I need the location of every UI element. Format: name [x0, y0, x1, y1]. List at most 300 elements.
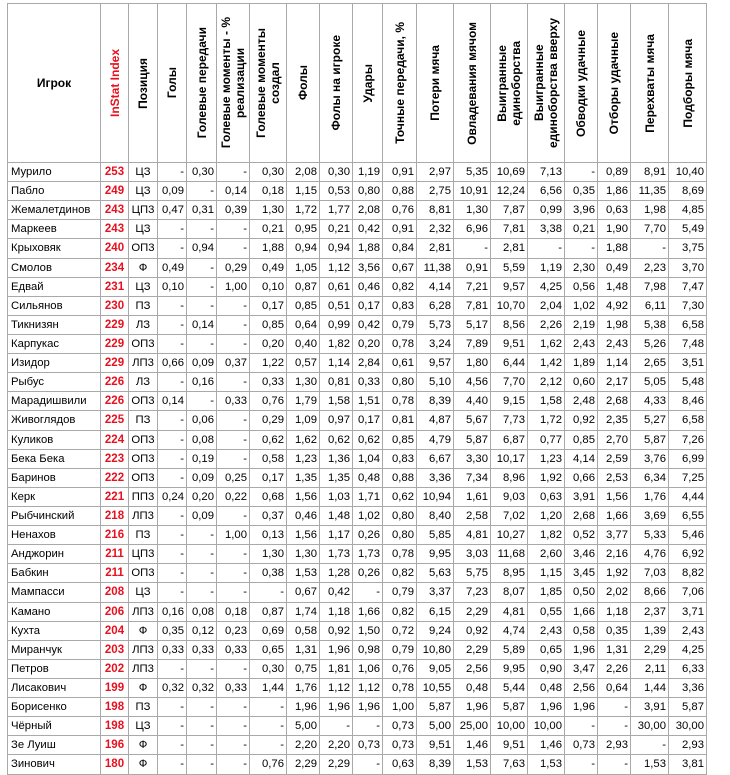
- shots-cell: -: [353, 583, 383, 602]
- ball-recoveries-cell: 0,48: [454, 678, 491, 697]
- table-row[interactable]: [8, 430, 707, 449]
- fouls-suffered-cell: 0,42: [320, 583, 353, 602]
- pass-accuracy-cell: 0,88: [383, 182, 417, 201]
- loose-ball-pickups-cell: 2,43: [669, 621, 707, 640]
- header-label: Голы: [165, 67, 179, 99]
- tackles-cell: 1,56: [598, 487, 631, 506]
- dribbles-cell: 1,02: [565, 296, 598, 315]
- ball-losses-cell: 9,51: [417, 736, 454, 755]
- chances-created-cell: 0,87: [250, 602, 287, 621]
- shots-cell: 1,51: [353, 392, 383, 411]
- table-row[interactable]: [8, 373, 707, 392]
- ball-recoveries-cell: 4,40: [454, 392, 491, 411]
- loose-ball-pickups-cell: 5,49: [669, 220, 707, 239]
- interceptions-cell: 5,26: [631, 334, 669, 353]
- tackles-cell: 4,92: [598, 296, 631, 315]
- position-cell: ОП3: [129, 564, 158, 583]
- fouls-suffered-cell: 0,61: [320, 277, 353, 296]
- aerial-duels-won-cell: 1,15: [528, 564, 565, 583]
- chance-conversion-cell: 0,33: [217, 678, 250, 697]
- shots-cell: 2,84: [353, 354, 383, 373]
- goals-cell: 0,33: [158, 640, 187, 659]
- player-name-cell: Баринов: [8, 468, 101, 487]
- instat-index-cell: 211: [101, 564, 129, 583]
- chances-created-cell: 1,30: [250, 545, 287, 564]
- chance-conversion-cell: -: [217, 583, 250, 602]
- dribbles-cell: 2,48: [565, 392, 598, 411]
- ball-losses-cell: 3,36: [417, 468, 454, 487]
- table-row[interactable]: [8, 564, 707, 583]
- aerial-duels-won-cell: 0,63: [528, 487, 565, 506]
- player-name-cell: Мампасси: [8, 583, 101, 602]
- player-name-cell: Смолов: [8, 258, 101, 277]
- tackles-cell: 0,49: [598, 258, 631, 277]
- shots-cell: 1,71: [353, 487, 383, 506]
- goals-cell: 0,16: [158, 602, 187, 621]
- table-row[interactable]: [8, 640, 707, 659]
- fouls-suffered-cell: 1,73: [320, 545, 353, 564]
- table-row[interactable]: [8, 717, 707, 736]
- aerial-duels-won-cell: 0,90: [528, 659, 565, 678]
- chance-conversion-cell: -: [217, 659, 250, 678]
- table-row[interactable]: [8, 736, 707, 755]
- instat-index-cell: 196: [101, 736, 129, 755]
- header-duels-won[interactable]: [491, 4, 528, 163]
- pass-accuracy-cell: 0,81: [383, 411, 417, 430]
- assists-cell: -: [187, 545, 217, 564]
- fouls-suffered-cell: 2,29: [320, 755, 353, 774]
- assists-cell: 0,32: [187, 678, 217, 697]
- interceptions-cell: 1,53: [631, 755, 669, 774]
- instat-index-cell: 229: [101, 334, 129, 353]
- loose-ball-pickups-cell: 6,99: [669, 449, 707, 468]
- interceptions-cell: 8,66: [631, 583, 669, 602]
- position-cell: ЛЗ: [129, 315, 158, 334]
- assists-cell: 0,19: [187, 449, 217, 468]
- fouls-cell: 0,67: [287, 583, 320, 602]
- table-row[interactable]: [8, 698, 707, 717]
- goals-cell: -: [158, 506, 187, 525]
- instat-index-cell: 230: [101, 296, 129, 315]
- tackles-cell: 0,89: [598, 163, 631, 182]
- ball-losses-cell: 10,94: [417, 487, 454, 506]
- duels-won-cell: 7,73: [491, 411, 528, 430]
- fouls-suffered-cell: 0,30: [320, 163, 353, 182]
- table-row[interactable]: [8, 239, 707, 258]
- shots-cell: 3,56: [353, 258, 383, 277]
- chance-conversion-cell: -: [217, 315, 250, 334]
- header-position[interactable]: [129, 4, 158, 163]
- shots-cell: 0,26: [353, 564, 383, 583]
- goals-cell: -: [158, 736, 187, 755]
- table-row[interactable]: [8, 334, 707, 353]
- ball-losses-cell: 5,00: [417, 717, 454, 736]
- loose-ball-pickups-cell: 7,48: [669, 334, 707, 353]
- position-cell: ОП3: [129, 392, 158, 411]
- loose-ball-pickups-cell: 3,71: [669, 602, 707, 621]
- header-player[interactable]: Игрок: [8, 4, 101, 163]
- header-tackles[interactable]: [598, 4, 631, 163]
- player-name-cell: Рыбус: [8, 373, 101, 392]
- assists-cell: -: [187, 698, 217, 717]
- tackles-cell: 3,77: [598, 526, 631, 545]
- assists-cell: 0,08: [187, 430, 217, 449]
- assists-cell: -: [187, 334, 217, 353]
- dribbles-cell: 0,60: [565, 373, 598, 392]
- chances-created-cell: 0,20: [250, 334, 287, 353]
- pass-accuracy-cell: 0,72: [383, 621, 417, 640]
- aerial-duels-won-cell: -: [528, 239, 565, 258]
- position-cell: ОП3: [129, 430, 158, 449]
- chance-conversion-cell: -: [217, 220, 250, 239]
- position-cell: ПЗ: [129, 698, 158, 717]
- dribbles-cell: 2,19: [565, 315, 598, 334]
- goals-cell: 0,24: [158, 487, 187, 506]
- ball-recoveries-cell: 1,30: [454, 201, 491, 220]
- ball-losses-cell: 2,75: [417, 182, 454, 201]
- header-label: Голевые моменты создал: [254, 28, 282, 138]
- position-cell: ЛЗ: [129, 373, 158, 392]
- header-label: Подборы мяча: [680, 38, 695, 128]
- aerial-duels-won-cell: 1,42: [528, 354, 565, 373]
- ball-losses-cell: 5,10: [417, 373, 454, 392]
- ball-recoveries-cell: 7,21: [454, 277, 491, 296]
- fouls-cell: 0,94: [287, 239, 320, 258]
- pass-accuracy-cell: 0,82: [383, 564, 417, 583]
- ball-losses-cell: 3,24: [417, 334, 454, 353]
- header-interceptions[interactable]: [631, 4, 669, 163]
- fouls-cell: 1,35: [287, 468, 320, 487]
- player-name-cell: Пабло: [8, 182, 101, 201]
- dribbles-cell: 0,66: [565, 468, 598, 487]
- shots-cell: 0,42: [353, 315, 383, 334]
- interceptions-cell: 6,34: [631, 468, 669, 487]
- fouls-cell: 1,53: [287, 564, 320, 583]
- duels-won-cell: 5,87: [491, 698, 528, 717]
- goals-cell: -: [158, 526, 187, 545]
- ball-recoveries-cell: 5,87: [454, 430, 491, 449]
- pass-accuracy-cell: 0,79: [383, 315, 417, 334]
- instat-index-cell: 223: [101, 449, 129, 468]
- chances-created-cell: 0,69: [250, 621, 287, 640]
- interceptions-cell: 4,76: [631, 545, 669, 564]
- tackles-cell: 1,98: [598, 315, 631, 334]
- position-cell: Ф: [129, 678, 158, 697]
- ball-losses-cell: 5,73: [417, 315, 454, 334]
- header-pass-accuracy[interactable]: [383, 4, 417, 163]
- table-row[interactable]: [8, 621, 707, 640]
- pass-accuracy-cell: 0,84: [383, 239, 417, 258]
- player-name-cell: Бека Бека: [8, 449, 101, 468]
- fouls-cell: 1,56: [287, 526, 320, 545]
- loose-ball-pickups-cell: 10,40: [669, 163, 707, 182]
- duels-won-cell: 6,87: [491, 430, 528, 449]
- fouls-suffered-cell: 1,28: [320, 564, 353, 583]
- chances-created-cell: 0,10: [250, 277, 287, 296]
- header-aerial-duels-won[interactable]: [528, 4, 565, 163]
- fouls-cell: 1,15: [287, 182, 320, 201]
- loose-ball-pickups-cell: 4,85: [669, 201, 707, 220]
- goals-cell: 0,47: [158, 201, 187, 220]
- duels-won-cell: 5,44: [491, 678, 528, 697]
- table-row[interactable]: [8, 506, 707, 525]
- position-cell: ЦП3: [129, 201, 158, 220]
- goals-cell: 0,32: [158, 678, 187, 697]
- instat-index-cell: 243: [101, 220, 129, 239]
- table-row[interactable]: [8, 659, 707, 678]
- table-row[interactable]: [8, 487, 707, 506]
- chance-conversion-cell: 1,00: [217, 277, 250, 296]
- table-row[interactable]: [8, 755, 707, 774]
- assists-cell: 0,09: [187, 506, 217, 525]
- duels-won-cell: 9,15: [491, 392, 528, 411]
- table-row[interactable]: [8, 392, 707, 411]
- header-fouls-suffered[interactable]: [320, 4, 353, 163]
- chance-conversion-cell: -: [217, 698, 250, 717]
- header-instat-index[interactable]: [101, 4, 129, 163]
- instat-index-cell: 253: [101, 163, 129, 182]
- chance-conversion-cell: -: [217, 163, 250, 182]
- tackles-cell: 1,48: [598, 277, 631, 296]
- table-row[interactable]: [8, 602, 707, 621]
- table-row[interactable]: [8, 354, 707, 373]
- fouls-suffered-cell: 1,35: [320, 468, 353, 487]
- player-name-cell: Борисенко: [8, 698, 101, 717]
- chances-created-cell: 0,85: [250, 315, 287, 334]
- player-name-cell: Карпукас: [8, 334, 101, 353]
- header-fouls[interactable]: [287, 4, 320, 163]
- aerial-duels-won-cell: 2,43: [528, 621, 565, 640]
- instat-index-cell: 229: [101, 354, 129, 373]
- duels-won-cell: 10,17: [491, 449, 528, 468]
- shots-cell: 1,02: [353, 506, 383, 525]
- chance-conversion-cell: -: [217, 545, 250, 564]
- ball-losses-cell: 6,28: [417, 296, 454, 315]
- dribbles-cell: 3,45: [565, 564, 598, 583]
- duels-won-cell: 8,96: [491, 468, 528, 487]
- shots-cell: 1,50: [353, 621, 383, 640]
- fouls-suffered-cell: -: [320, 717, 353, 736]
- fouls-cell: 1,30: [287, 545, 320, 564]
- fouls-suffered-cell: 1,03: [320, 487, 353, 506]
- position-cell: Ф: [129, 755, 158, 774]
- position-cell: ЛП3: [129, 602, 158, 621]
- aerial-duels-won-cell: 0,48: [528, 678, 565, 697]
- instat-index-cell: 234: [101, 258, 129, 277]
- ball-losses-cell: 2,97: [417, 163, 454, 182]
- aerial-duels-won-cell: 1,23: [528, 449, 565, 468]
- duels-won-cell: 9,51: [491, 736, 528, 755]
- player-name-cell: Марадишвили: [8, 392, 101, 411]
- table-row[interactable]: [8, 182, 707, 201]
- tackles-cell: 1,92: [598, 564, 631, 583]
- fouls-cell: 0,75: [287, 659, 320, 678]
- fouls-cell: 1,79: [287, 392, 320, 411]
- assists-cell: -: [187, 659, 217, 678]
- shots-cell: 0,46: [353, 277, 383, 296]
- aerial-duels-won-cell: 1,85: [528, 583, 565, 602]
- pass-accuracy-cell: 0,62: [383, 487, 417, 506]
- ball-recoveries-cell: 2,58: [454, 506, 491, 525]
- instat-index-cell: 199: [101, 678, 129, 697]
- duels-won-cell: 12,24: [491, 182, 528, 201]
- tackles-cell: 1,66: [598, 506, 631, 525]
- dribbles-cell: 0,21: [565, 220, 598, 239]
- ball-losses-cell: 8,39: [417, 392, 454, 411]
- chances-created-cell: 0,33: [250, 373, 287, 392]
- aerial-duels-won-cell: 1,82: [528, 526, 565, 545]
- position-cell: Ф: [129, 621, 158, 640]
- assists-cell: 0,08: [187, 602, 217, 621]
- ball-recoveries-cell: 7,34: [454, 468, 491, 487]
- table-row[interactable]: [8, 163, 707, 182]
- ball-recoveries-cell: 25,00: [454, 717, 491, 736]
- fouls-cell: 5,00: [287, 717, 320, 736]
- player-stats-table: [7, 3, 707, 775]
- pass-accuracy-cell: 0,79: [383, 640, 417, 659]
- shots-cell: 1,12: [353, 678, 383, 697]
- loose-ball-pickups-cell: 3,70: [669, 258, 707, 277]
- dribbles-cell: 4,14: [565, 449, 598, 468]
- header-label: InStat Index: [107, 48, 122, 117]
- table-row[interactable]: [8, 468, 707, 487]
- fouls-cell: 1,56: [287, 487, 320, 506]
- interceptions-cell: 2,23: [631, 258, 669, 277]
- dribbles-cell: 2,43: [565, 334, 598, 353]
- tackles-cell: -: [598, 717, 631, 736]
- chances-created-cell: 0,38: [250, 564, 287, 583]
- loose-ball-pickups-cell: 7,06: [669, 583, 707, 602]
- ball-losses-cell: 9,05: [417, 659, 454, 678]
- fouls-suffered-cell: 0,53: [320, 182, 353, 201]
- header-assists[interactable]: [187, 4, 217, 163]
- goals-cell: -: [158, 449, 187, 468]
- shots-cell: 1,06: [353, 659, 383, 678]
- goals-cell: -: [158, 220, 187, 239]
- tackles-cell: -: [598, 755, 631, 774]
- pass-accuracy-cell: 0,67: [383, 258, 417, 277]
- dribbles-cell: 0,58: [565, 621, 598, 640]
- table-row[interactable]: [8, 220, 707, 239]
- duels-won-cell: 7,70: [491, 373, 528, 392]
- ball-recoveries-cell: 4,56: [454, 373, 491, 392]
- tackles-cell: 0,63: [598, 201, 631, 220]
- chance-conversion-cell: -: [217, 430, 250, 449]
- instat-index-cell: 225: [101, 411, 129, 430]
- header-chances-created[interactable]: [250, 4, 287, 163]
- tackles-cell: 2,68: [598, 392, 631, 411]
- assists-cell: -: [187, 755, 217, 774]
- chances-created-cell: 1,88: [250, 239, 287, 258]
- header-label: Потери мяча: [428, 45, 442, 121]
- duels-won-cell: 7,02: [491, 506, 528, 525]
- aerial-duels-won-cell: 0,65: [528, 640, 565, 659]
- player-name-cell: Лисакович: [8, 678, 101, 697]
- instat-index-cell: 216: [101, 526, 129, 545]
- chances-created-cell: 0,76: [250, 392, 287, 411]
- loose-ball-pickups-cell: 4,25: [669, 640, 707, 659]
- table-row[interactable]: [8, 201, 707, 220]
- table-row[interactable]: [8, 545, 707, 564]
- chance-conversion-cell: 0,29: [217, 258, 250, 277]
- instat-index-cell: 226: [101, 373, 129, 392]
- instat-index-cell: 226: [101, 392, 129, 411]
- table-row[interactable]: [8, 296, 707, 315]
- aerial-duels-won-cell: 1,62: [528, 334, 565, 353]
- goals-cell: -: [158, 755, 187, 774]
- aerial-duels-won-cell: 2,04: [528, 296, 565, 315]
- loose-ball-pickups-cell: 30,00: [669, 717, 707, 736]
- chances-created-cell: 0,17: [250, 296, 287, 315]
- table-row[interactable]: [8, 315, 707, 334]
- interceptions-cell: 2,65: [631, 354, 669, 373]
- header-ball-recoveries[interactable]: [454, 4, 491, 163]
- header-loose-ball-pickups[interactable]: [669, 4, 707, 163]
- ball-losses-cell: 8,39: [417, 755, 454, 774]
- table-row[interactable]: [8, 277, 707, 296]
- loose-ball-pickups-cell: 2,93: [669, 736, 707, 755]
- fouls-cell: 1,23: [287, 449, 320, 468]
- pass-accuracy-cell: 0,78: [383, 545, 417, 564]
- header-ball-losses[interactable]: [417, 4, 454, 163]
- ball-recoveries-cell: 1,61: [454, 487, 491, 506]
- position-cell: ОП3: [129, 449, 158, 468]
- interceptions-cell: 8,91: [631, 163, 669, 182]
- table-row[interactable]: [8, 526, 707, 545]
- ball-recoveries-cell: 10,91: [454, 182, 491, 201]
- aerial-duels-won-cell: 1,19: [528, 258, 565, 277]
- header-chance-conversion[interactable]: [217, 4, 250, 163]
- chance-conversion-cell: 0,25: [217, 468, 250, 487]
- header-dribbles[interactable]: [565, 4, 598, 163]
- fouls-cell: 0,40: [287, 334, 320, 353]
- table-row[interactable]: [8, 258, 707, 277]
- assists-cell: -: [187, 583, 217, 602]
- pass-accuracy-cell: 1,00: [383, 698, 417, 717]
- dribbles-cell: -: [565, 755, 598, 774]
- header-label: Овладевания мячом: [465, 21, 479, 145]
- loose-ball-pickups-cell: 3,75: [669, 239, 707, 258]
- goals-cell: -: [158, 373, 187, 392]
- ball-losses-cell: 2,81: [417, 239, 454, 258]
- loose-ball-pickups-cell: 7,25: [669, 468, 707, 487]
- header-shots[interactable]: [353, 4, 383, 163]
- aerial-duels-won-cell: 0,77: [528, 430, 565, 449]
- interceptions-cell: 2,11: [631, 659, 669, 678]
- interceptions-cell: 3,69: [631, 506, 669, 525]
- position-cell: ЛП3: [129, 506, 158, 525]
- fouls-suffered-cell: 1,18: [320, 602, 353, 621]
- table-row[interactable]: [8, 583, 707, 602]
- chance-conversion-cell: 0,39: [217, 201, 250, 220]
- table-row[interactable]: [8, 678, 707, 697]
- chance-conversion-cell: -: [217, 296, 250, 315]
- player-name-cell: Петров: [8, 659, 101, 678]
- chance-conversion-cell: 0,22: [217, 487, 250, 506]
- duels-won-cell: 4,81: [491, 602, 528, 621]
- table-row[interactable]: [8, 449, 707, 468]
- instat-index-cell: 198: [101, 698, 129, 717]
- chances-created-cell: -: [250, 736, 287, 755]
- dribbles-cell: 0,73: [565, 736, 598, 755]
- dribbles-cell: 1,96: [565, 640, 598, 659]
- assists-cell: -: [187, 564, 217, 583]
- table-row[interactable]: [8, 411, 707, 430]
- instat-index-cell: 243: [101, 201, 129, 220]
- header-goals[interactable]: [158, 4, 187, 163]
- interceptions-cell: 11,35: [631, 182, 669, 201]
- goals-cell: -: [158, 239, 187, 258]
